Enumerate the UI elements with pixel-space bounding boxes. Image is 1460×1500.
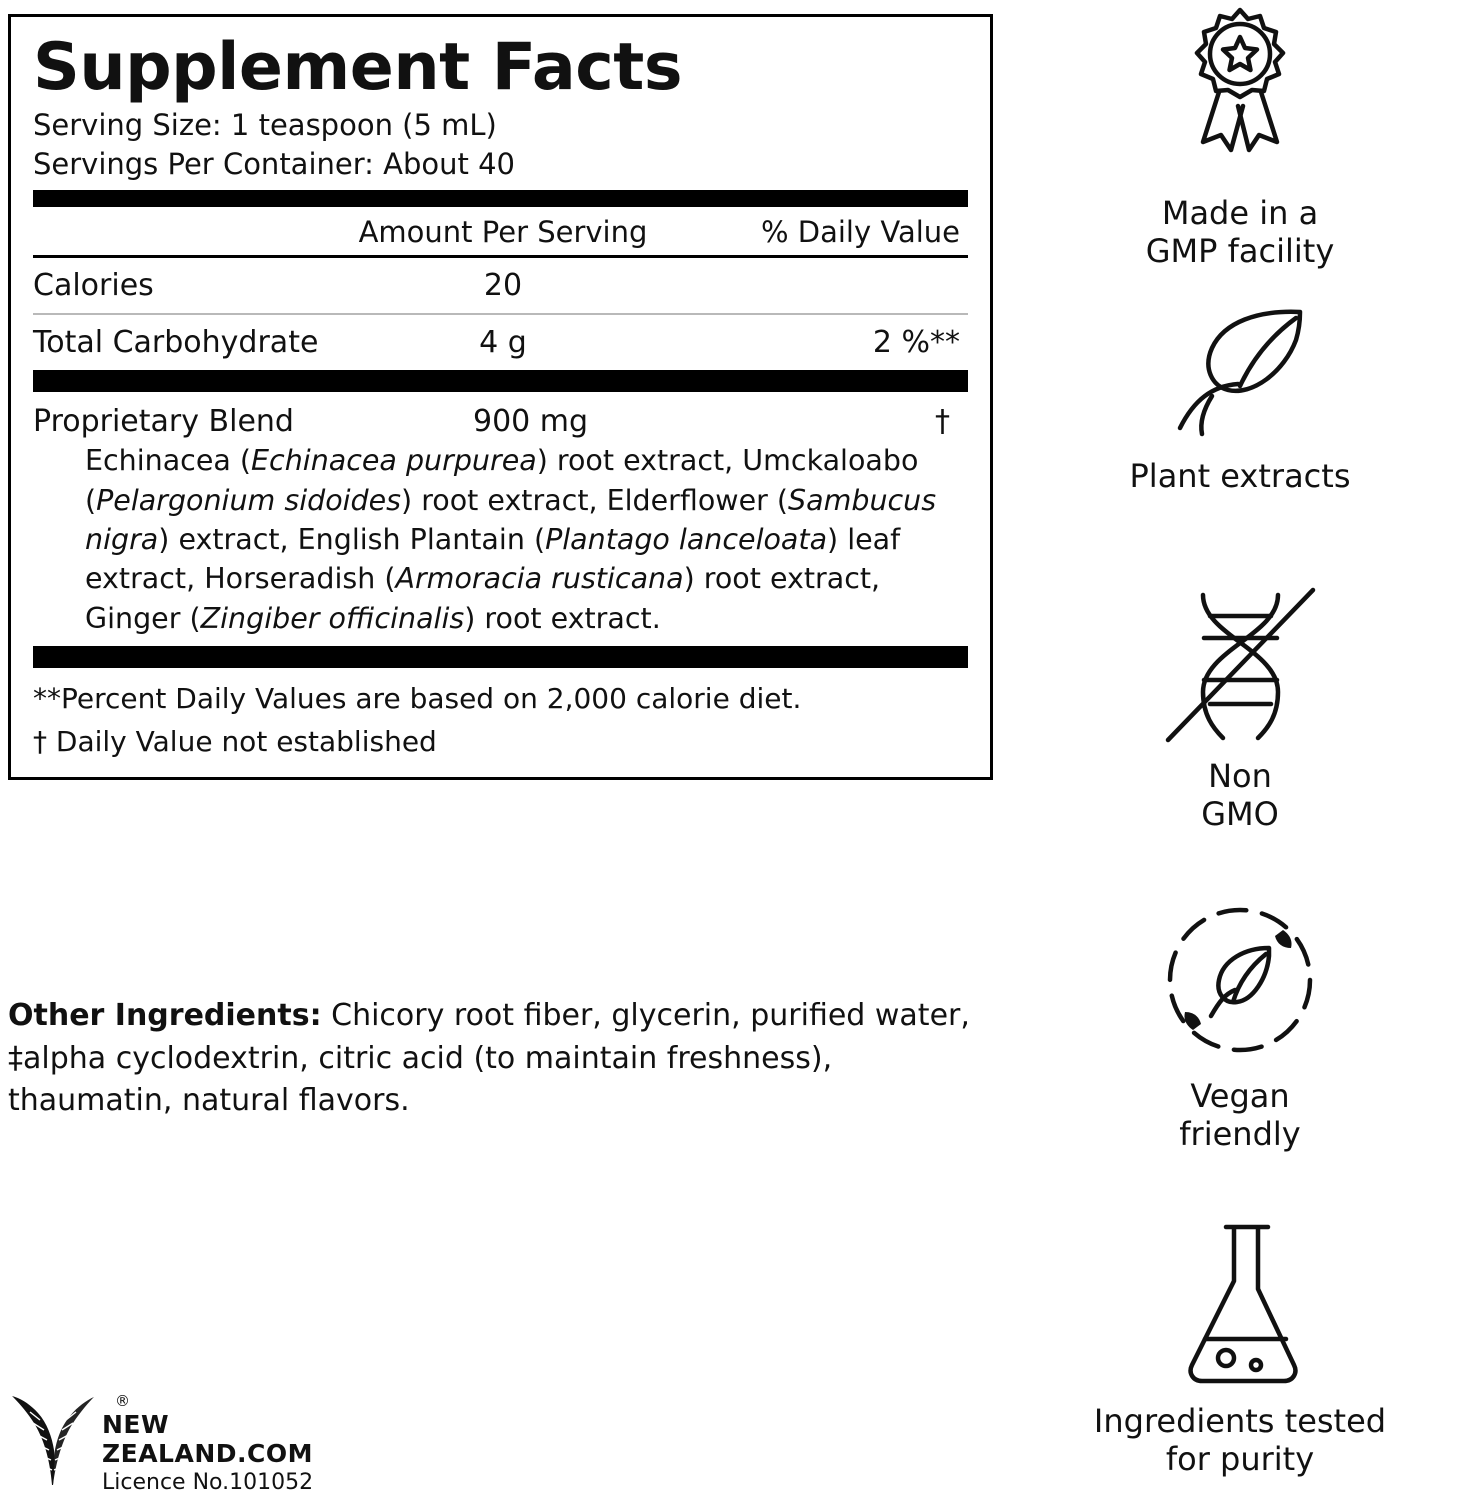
badge-non-gmo [1020,580,1460,834]
nz-licence-number: Licence No.101052 [102,1470,314,1495]
vegan-leaf-circle-icon [1153,890,1328,1070]
new-zealand-badge [10,1390,340,1495]
header-amount-per-serving: Amount Per Serving [358,215,648,250]
row-amount-calories: 20 [483,268,523,304]
page-title: Supplement Facts [33,30,683,105]
leaf-icon [1150,300,1330,450]
table-row [33,268,968,303]
footnote-percent-daily-value: **Percent Daily Values are based on 2,000 calorie diet. [33,681,802,715]
other-ingredients-text: Chicory root fiber, glycerin, purified water, ‡alpha cyclodextrin, citric acid (to maintain freshness), thaumatin, natural flavors. [8,998,970,1119]
other-ingredients-label: Other Ingredients: [8,998,322,1033]
nz-domain-label: NEW ZEALAND.COM [102,1410,313,1468]
row-amount-total-carbohydrate: 4 g [479,325,527,361]
badge-ingredients-tested [1020,1215,1460,1479]
badge-caption-line2: GMO [1201,794,1279,833]
badge-vegan-friendly [1020,890,1460,1154]
registered-trademark-mark: ® [115,1392,130,1410]
divider-thick-middle [33,370,968,392]
badge-caption-line2: GMP facility [1145,231,1335,270]
divider-thick-top [33,190,968,207]
silver-fern-icon [10,1390,96,1486]
blend-daily-value: † [935,404,950,440]
dna-crossed-out-icon [1158,580,1323,750]
badge-caption-line1: Non [1208,757,1272,795]
award-ribbon-icon [1155,2,1325,187]
blend-amount: 900 mg [473,404,589,440]
badge-plant-extracts [1020,300,1460,496]
row-name-total-carbohydrate: Total Carbohydrate [33,325,319,361]
divider-under-header [33,255,968,258]
row-dv-total-carbohydrate: 2 %** [872,325,960,361]
footnote-daily-value-not-established: † Daily Value not established [33,724,437,758]
table-header-row [33,215,968,249]
header-daily-value: % Daily Value [760,215,960,250]
badge-caption-line2: friendly [1179,1114,1301,1153]
serving-size-text: Serving Size: 1 teaspoon (5 mL) [33,108,497,142]
blend-ingredient-list: Echinacea (Echinacea purpurea) root extract, Umckaloabo (Pelargonium sidoides) root extract, Elderflower (Sambucus nigra) extract, English Plantain (Plantago lanceloata) leaf extract, Horseradish (Armoracia rusticana) root extract, Ginger (Zingiber officinalis) root extract. [85,444,937,635]
badge-caption-line1: Vegan [1190,1077,1290,1115]
supplement-facts-panel [8,14,993,780]
table-row [33,325,968,360]
divider-thick-bottom [33,646,968,668]
badge-caption-line1: Plant extracts [1129,457,1351,495]
badge-made-in-gmp-facility [1020,2,1460,271]
new-zealand-badge-text [102,1410,342,1495]
divider-hairline [33,313,968,315]
badge-caption-line1: Made in a [1161,194,1319,232]
badge-caption-line1: Ingredients tested [1093,1402,1387,1440]
blend-name: Proprietary Blend [33,404,294,440]
proprietary-blend-row [33,404,968,439]
badge-caption-line2: for purity [1165,1439,1315,1478]
other-ingredients [8,995,988,1123]
servings-per-container-text: Servings Per Container: About 40 [33,147,515,182]
flask-icon [1158,1215,1323,1395]
row-name-calories: Calories [33,268,154,304]
certification-badges-column [1020,0,1460,1500]
